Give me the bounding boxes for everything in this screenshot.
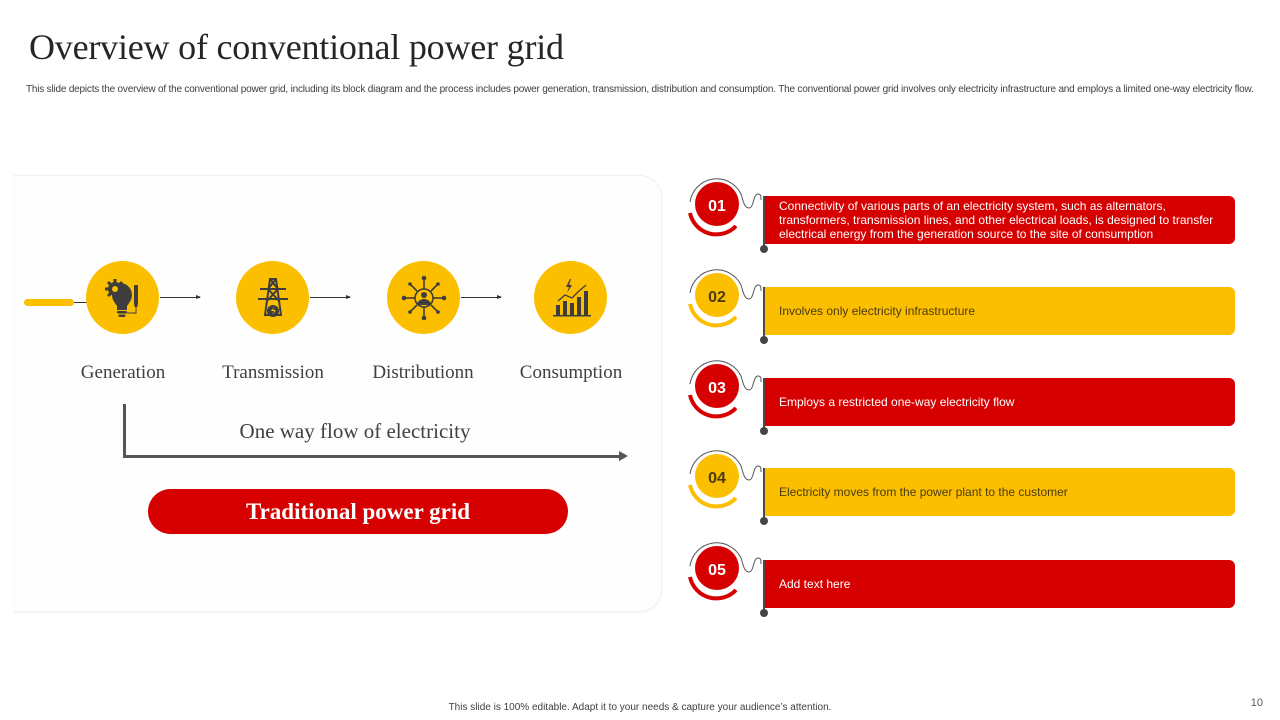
flow-arrow-vertical (123, 404, 126, 458)
badge-number: 02 (708, 289, 726, 306)
point-card: Employs a restricted one-way electricity flow (763, 378, 1235, 426)
slide-subtitle: This slide depicts the overview of the conventional power grid, including its block diagram and the process includes power generation, transmission, distribution and consumption. The conventional power grid involves only electricity infrastructure and employs a limited one-way electricity flow. (26, 84, 1254, 95)
lightbulb-gear-pencil-icon (98, 273, 148, 323)
flow-arrow-head (619, 451, 628, 461)
card-stem (763, 468, 765, 520)
number-badge (686, 540, 766, 630)
flow-arrow-horizontal (123, 455, 621, 458)
card-dot (760, 336, 768, 344)
card-dot (760, 245, 768, 253)
point-item-04 (686, 448, 1238, 538)
point-card: Electricity moves from the power plant to the customer (763, 468, 1235, 516)
badge-number: 03 (708, 380, 726, 397)
step-consumption-circle (534, 261, 607, 334)
point-item-02 (686, 267, 1238, 357)
lead-bar (24, 299, 74, 306)
card-dot (760, 427, 768, 435)
badge-number: 01 (708, 198, 726, 215)
card-stem (763, 196, 765, 248)
slide-footer: This slide is 100% editable. Adapt it to your needs & capture your audience’s attention. (448, 702, 832, 713)
step-label-distribution: Distributionn (372, 362, 474, 383)
step-label-consumption: Consumption (519, 362, 623, 383)
traditional-grid-label: Traditional power grid (148, 489, 568, 534)
card-dot (760, 609, 768, 617)
card-dot (760, 517, 768, 525)
step-label-generation: Generation (80, 362, 166, 383)
card-stem (763, 560, 765, 612)
step-arrow-2 (310, 297, 350, 298)
number-badge (686, 267, 766, 357)
step-transmission-circle (236, 261, 309, 334)
page-number: 10 (1250, 697, 1263, 709)
step-arrow-3 (461, 297, 501, 298)
point-item-03 (686, 358, 1238, 448)
step-label-transmission: Transmission (222, 362, 324, 383)
badge-number: 04 (708, 470, 726, 487)
point-item-01 (686, 176, 1238, 266)
point-card: Involves only electricity infrastructure (763, 287, 1235, 335)
number-badge (686, 448, 766, 538)
number-badge (686, 176, 766, 266)
number-badge (686, 358, 766, 448)
transmission-tower-icon (248, 273, 298, 323)
badge-number: 05 (708, 562, 726, 579)
slide-title: Overview of conventional power grid (29, 27, 564, 67)
flow-label: One way flow of electricity (239, 419, 471, 443)
card-stem (763, 287, 765, 339)
card-stem (763, 378, 765, 430)
point-card: Connectivity of various parts of an electricity system, such as alternators, transformers, transmission lines, and other electrical loads, is designed to transfer electrical energy from the generation source to the site of consumption (763, 196, 1235, 244)
point-card: Add text here (763, 560, 1235, 608)
step-arrow-1 (160, 297, 200, 298)
step-generation-circle (86, 261, 159, 334)
diagram-panel (14, 175, 662, 612)
step-distribution-circle (387, 261, 460, 334)
point-item-05 (686, 540, 1238, 630)
bar-chart-lightning-icon (546, 273, 596, 323)
network-user-icon (399, 273, 449, 323)
